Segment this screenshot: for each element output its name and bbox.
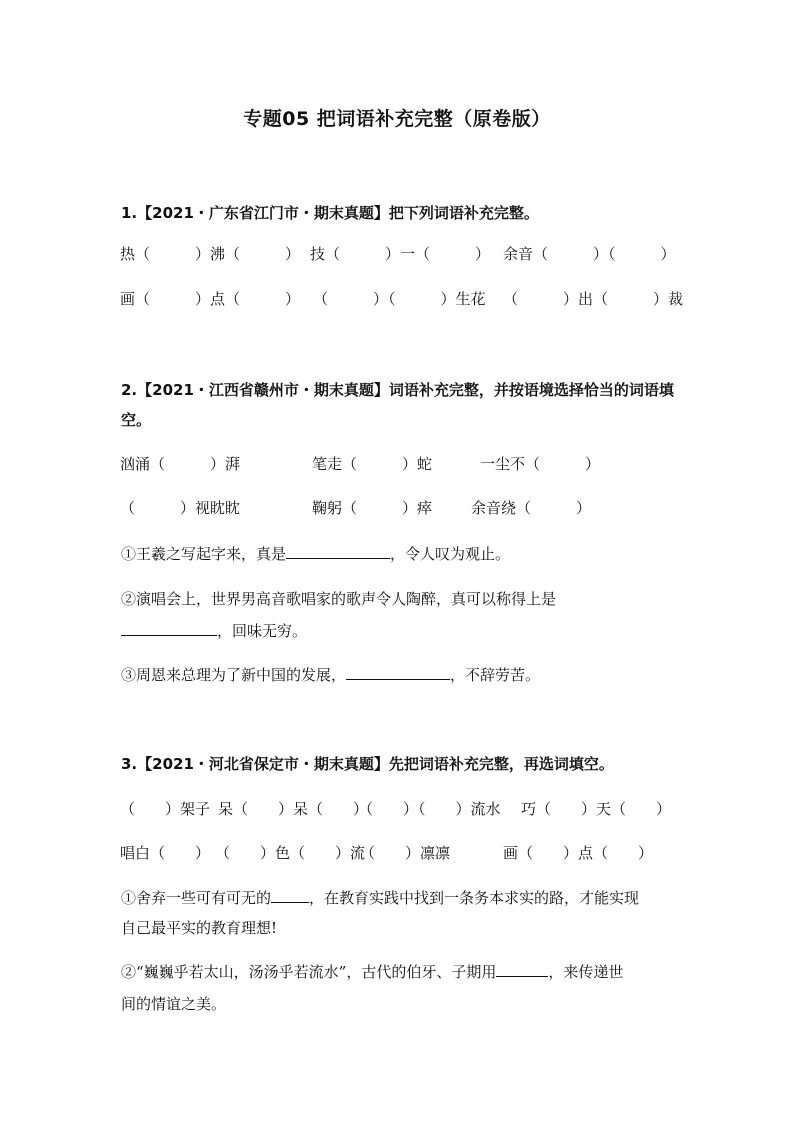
q1-word-3: 余音（ ）（ ） xyxy=(503,245,676,263)
question-3-row-1 xyxy=(0,797,794,821)
q2-sentence-3 xyxy=(121,660,681,690)
q3-sentence-1-tail: ，在教育实践中找到一条务本求实的路，才能实现 xyxy=(309,889,640,907)
q2-word-6: 余音绕（ ） xyxy=(471,499,592,517)
question-1-heading: 1.【2021・广东省江门市・期末真题】把下列词语补充完整。 xyxy=(121,204,539,222)
answer-blank[interactable] xyxy=(271,888,309,903)
q3-word-7: （ ）凛凛 xyxy=(360,844,451,862)
q2-word-2: 笔走（ ）蛇 xyxy=(312,455,433,473)
q2-word-1: 汹涌（ ）湃 xyxy=(120,455,241,473)
q3-sentence-1-cont: 自己最平实的教育理想! xyxy=(121,919,278,937)
q2-sentence-1-text: ①王羲之写起字来，真是 xyxy=(121,545,287,563)
q2-sentence-3-tail: ，不辞劳苦。 xyxy=(450,666,541,684)
q2-sentence-2-text: ②演唱会上，世界男高音歌唱家的歌声令人陶醉，真可以称得上是 xyxy=(121,590,557,608)
q1-word-2: 技（ ）一（ ） xyxy=(310,245,491,263)
answer-blank[interactable] xyxy=(346,665,450,680)
q3-word-6: （ ）色（ ）流 xyxy=(215,844,366,862)
question-3-row-2 xyxy=(0,841,794,865)
q2-sentence-1-tail: ，令人叹为观止。 xyxy=(390,545,511,563)
question-3-heading: 3.【2021・河北省保定市・期末真题】先把词语补充完整，再选词填空。 xyxy=(121,755,614,773)
q3-sentence-2-tail: ，来传递世 xyxy=(548,963,624,981)
question-1-row-1 xyxy=(0,242,794,266)
q3-word-1: （ ）架子 xyxy=(120,800,211,818)
q1-word-6: （ ）出（ ）裁 xyxy=(503,290,684,308)
q3-word-8: 画（ ）点（ ） xyxy=(503,844,654,862)
q1-word-1: 热（ ）沸（ ） xyxy=(120,245,301,263)
q3-word-2: 呆（ ）呆（ ） xyxy=(218,800,369,818)
q3-word-4: 巧（ ）天（ ） xyxy=(521,800,672,818)
q2-sentence-3-text: ③周恩来总理为了新中国的发展， xyxy=(121,666,347,684)
q2-sentence-1 xyxy=(121,539,681,569)
q2-sentence-2-cont xyxy=(121,616,681,646)
q3-word-3: （ ）（ ）流水 xyxy=(358,800,501,818)
page-title: 专题05 把词语补充完整（原卷版） xyxy=(243,108,551,130)
q3-word-5: 唱白（ ） xyxy=(120,844,211,862)
q2-word-5: 鞠躬（ ）瘁 xyxy=(312,499,433,517)
answer-blank[interactable] xyxy=(496,962,548,977)
q3-sentence-2 xyxy=(121,957,681,987)
question-2-row-1 xyxy=(0,452,794,476)
answer-blank[interactable] xyxy=(286,544,390,559)
q2-sentence-2 xyxy=(121,584,681,614)
question-1-row-2 xyxy=(0,287,794,311)
q1-word-4: 画（ ）点（ ） xyxy=(120,290,301,308)
q2-sentence-2-tail: ，回味无穷。 xyxy=(217,622,308,640)
question-2-heading: 2.【2021・江西省赣州市・期末真题】词语补充完整，并按语境选择恰当的词语填空。 xyxy=(121,381,674,429)
q2-word-4: （ ）视眈眈 xyxy=(120,499,241,517)
q3-sentence-2-cont: 间的情谊之美。 xyxy=(121,995,227,1013)
q3-sentence-2-text: ②“巍巍乎若太山，汤汤乎若流水”，古代的伯牙、子期用 xyxy=(121,963,497,981)
q1-word-5: （ ）（ ）生花 xyxy=(313,290,486,308)
question-2-row-2 xyxy=(0,496,794,520)
answer-blank[interactable] xyxy=(121,621,217,636)
q2-word-3: 一尘不（ ） xyxy=(480,455,601,473)
q3-sentence-1 xyxy=(121,883,681,913)
q3-sentence-1-text: ①舍弃一些可有可无的 xyxy=(121,889,272,907)
